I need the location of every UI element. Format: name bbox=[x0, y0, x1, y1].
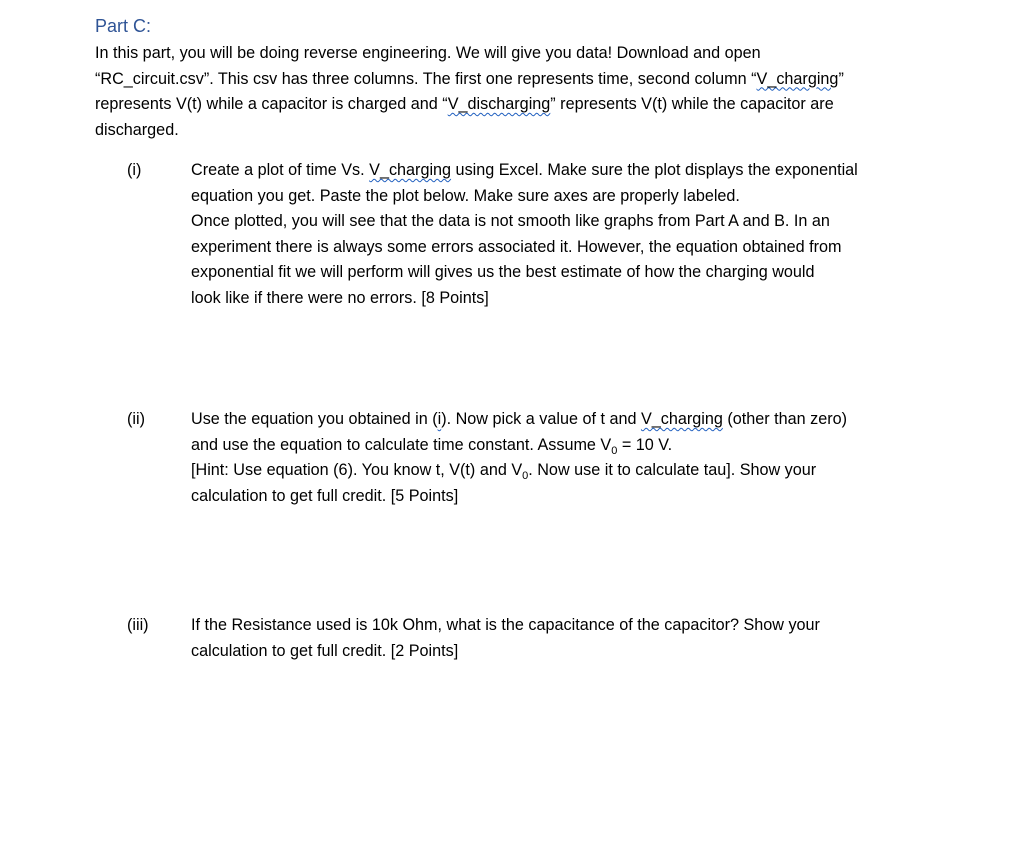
intro-line bbox=[95, 67, 935, 93]
section-heading: Part C: bbox=[95, 16, 152, 36]
question-text bbox=[191, 158, 936, 312]
spellcheck-term: i bbox=[437, 410, 442, 428]
question-text bbox=[191, 407, 936, 509]
question-line: calculation to get full credit. [5 Points] bbox=[191, 486, 459, 505]
question-line bbox=[191, 458, 936, 484]
question-number: (iii) bbox=[127, 616, 149, 634]
question-number: (ii) bbox=[127, 410, 145, 428]
intro-text: “RC_circuit.csv”. This csv has three columns. The first one represents time, second column “ bbox=[95, 69, 757, 88]
question-line: Once plotted, you will see that the data is not smooth like graphs from Part A and B. In an bbox=[191, 212, 830, 231]
question-text-run: ). Now pick a value of t and bbox=[441, 410, 641, 428]
question-text-run: using Excel. Make sure the plot displays the exponential bbox=[451, 161, 858, 179]
question-text-run: Create a plot of time Vs. bbox=[191, 161, 370, 179]
question-text-run: Use the equation you obtained in ( bbox=[191, 410, 438, 428]
intro-text: represents V(t) while a capacitor is charged and “ bbox=[95, 95, 448, 114]
question-line: If the Resistance used is 10k Ohm, what is the capacitance of the capacitor? Show your bbox=[191, 616, 820, 634]
question-text bbox=[191, 613, 936, 664]
question-text-run: . Now use it to calculate tau]. Show your bbox=[528, 461, 817, 480]
intro-text: ” represents V(t) while the capacitor are bbox=[550, 95, 834, 114]
subscript: 0 bbox=[611, 444, 618, 457]
spellcheck-term: V_charging bbox=[369, 161, 452, 179]
intro-line bbox=[95, 41, 935, 67]
question-line: equation you get. Paste the plot below. Make sure axes are properly labeled. bbox=[191, 186, 740, 205]
question-line bbox=[191, 433, 936, 459]
question-text-run: (other than zero) bbox=[722, 410, 848, 428]
spellcheck-term: V_charging bbox=[640, 410, 723, 428]
question-text-run: [Hint: Use equation (6). You know t, V(t) and V bbox=[191, 461, 523, 480]
question-number: (i) bbox=[127, 161, 142, 179]
spellcheck-term: V_charging bbox=[756, 69, 839, 88]
question-text-run: and use the equation to calculate time constant. Assume V bbox=[191, 435, 612, 454]
intro-text: In this part, you will be doing reverse engineering. We will give you data! Download and open bbox=[95, 44, 761, 62]
subscript: 0 bbox=[522, 470, 529, 483]
question-line bbox=[191, 407, 936, 433]
question-text-run: = 10 V. bbox=[617, 435, 673, 454]
intro-text: discharged. bbox=[95, 120, 179, 139]
question-line: calculation to get full credit. [2 Points] bbox=[191, 641, 459, 660]
question-line: look like if there were no errors. [8 Points] bbox=[191, 288, 489, 307]
intro-paragraph bbox=[95, 41, 935, 143]
question-line: experiment there is always some errors associated it. However, the equation obtained from bbox=[191, 237, 842, 256]
intro-line bbox=[95, 92, 935, 118]
question-line bbox=[191, 158, 936, 184]
intro-line bbox=[95, 118, 935, 144]
spellcheck-term: V_discharging bbox=[447, 95, 551, 114]
intro-text: ” bbox=[838, 69, 844, 88]
question-line: exponential fit we will perform will gives us the best estimate of how the charging would bbox=[191, 263, 815, 282]
